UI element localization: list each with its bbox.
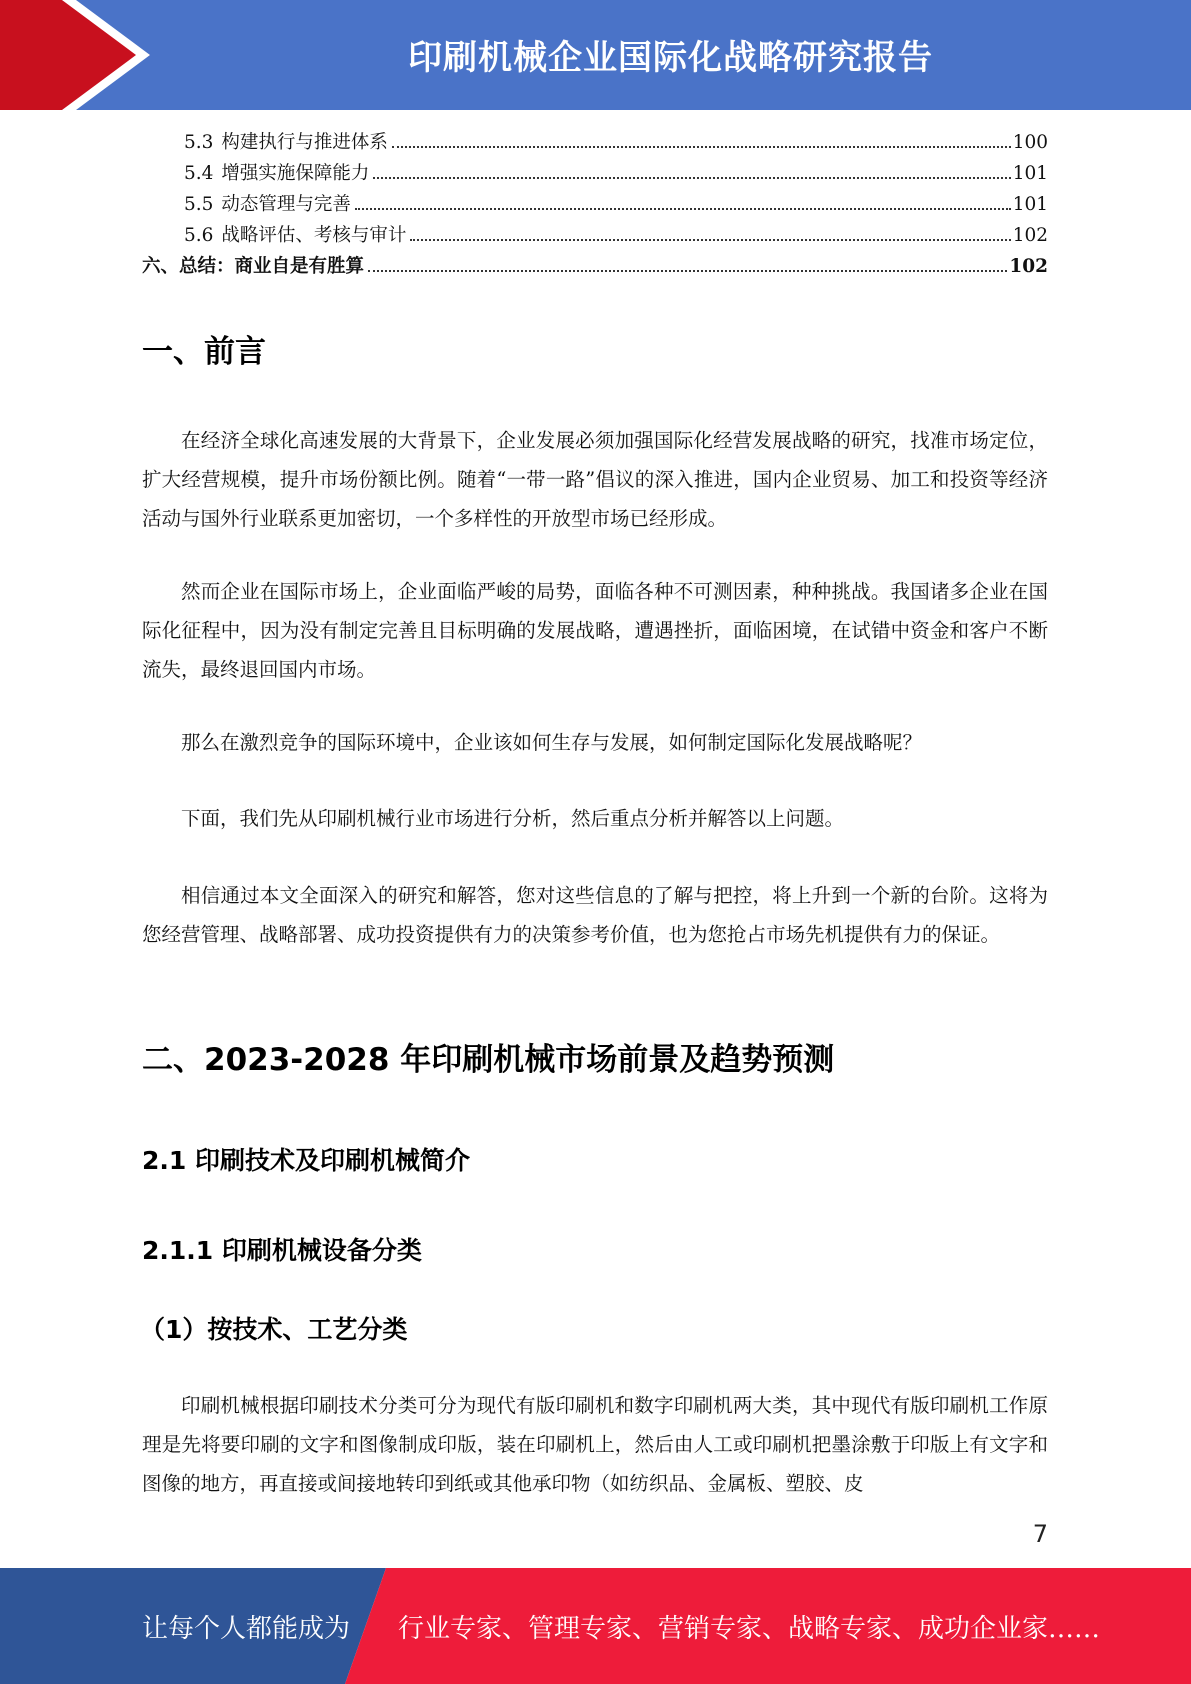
toc-page: 101 <box>1012 163 1048 184</box>
paragraph: 在经济全球化高速发展的大背景下，企业发展必须加强国际化经营发展战略的研究，找准市场定位，扩大经营规模，提升市场份额比例。随着“一带一路”倡议的深入推进，国内企业贸易、加工和投资等经济活动与国外行业联系更加密切，一个多样性的开放型市场已经形成。 <box>142 429 1048 530</box>
toc-label: 增强实施保障能力 <box>221 163 370 184</box>
toc-number: 5.6 <box>184 225 214 246</box>
report-title: 印刷机械企业国际化战略研究报告 <box>408 38 933 78</box>
section-heading: 二、2023-2028 年印刷机械市场前景及趋势预测 <box>142 1042 835 1078</box>
section-heading: 一、前言 <box>142 334 266 370</box>
page-number: 7 <box>1032 1520 1048 1548</box>
toc-row-main[interactable] <box>142 252 1048 283</box>
footer-slogan-left: 让每个人都能成为 <box>142 1614 351 1644</box>
toc-leader <box>355 207 1011 210</box>
toc-page: 101 <box>1012 194 1048 215</box>
toc-label: 战略评估、考核与审计 <box>221 225 407 246</box>
toc-row[interactable] <box>142 190 1048 221</box>
footer-slogan-right: 行业专家、管理专家、营销专家、战略专家、成功企业家…… <box>398 1614 1101 1644</box>
table-of-contents <box>142 128 1048 283</box>
toc-leader <box>373 176 1010 179</box>
toc-leader <box>368 269 1007 272</box>
subsection-heading: （1）按技术、工艺分类 <box>140 1315 408 1344</box>
paragraph: 然而企业在国际市场上，企业面临严峻的局势，面临各种不可测因素，种种挑战。我国诸多企业在国际化征程中，因为没有制定完善且目标明确的发展战略，遭遇挫折，面临困境，在试错中资金和客户不断流失，最终退回国内市场。 <box>142 580 1048 681</box>
paragraph: 下面，我们先从印刷机械行业市场进行分析，然后重点分析并解答以上问题。 <box>181 807 845 830</box>
toc-label: 动态管理与完善 <box>221 194 351 215</box>
subsection-heading: 2.1.1 印刷机械设备分类 <box>142 1236 422 1265</box>
toc-page: 102 <box>1012 225 1048 246</box>
toc-row[interactable] <box>142 221 1048 252</box>
toc-page: 102 <box>1009 256 1048 277</box>
toc-leader <box>410 238 1010 241</box>
toc-row[interactable] <box>142 128 1048 159</box>
subsection-heading: 2.1 印刷技术及印刷机械简介 <box>142 1146 470 1175</box>
header-band <box>0 0 1191 110</box>
paragraph: 那么在激烈竞争的国际环境中，企业该如何生存与发展，如何制定国际化发展战略呢？ <box>181 731 923 754</box>
footer-band <box>0 1568 1191 1684</box>
toc-number: 5.3 <box>184 132 214 153</box>
toc-number: 5.4 <box>184 163 214 184</box>
toc-label: 构建执行与推进体系 <box>221 132 388 153</box>
toc-leader <box>392 145 1011 148</box>
toc-page: 100 <box>1012 132 1048 153</box>
toc-row[interactable] <box>142 159 1048 190</box>
toc-number: 5.5 <box>184 194 214 215</box>
paragraph: 相信通过本文全面深入的研究和解答，您对这些信息的了解与把控，将上升到一个新的台阶。这将为您经营管理、战略部署、成功投资提供有力的决策参考价值，也为您抢占市场先机提供有力的保证。 <box>142 884 1048 946</box>
paragraph: 印刷机械根据印刷技术分类可分为现代有版印刷机和数字印刷机两大类，其中现代有版印刷机工作原理是先将要印刷的文字和图像制成印版，装在印刷机上，然后由人工或印刷机把墨涂敷于印版上有文字和图像的地方，再直接或间接地转印到纸或其他承印物（如纺织品、金属板、塑胶、皮 <box>142 1394 1048 1495</box>
red-arrow-graphic <box>0 0 160 110</box>
toc-label: 六、总结：商业自是有胜算 <box>142 256 365 277</box>
